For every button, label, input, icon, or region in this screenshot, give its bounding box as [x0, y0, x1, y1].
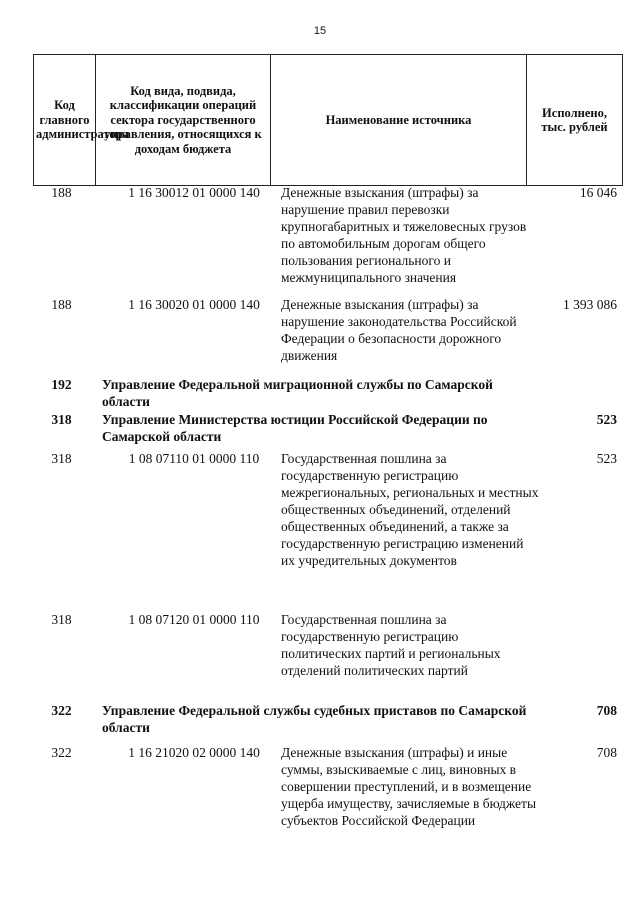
row-source-name: Денежные взыскания (штрафы) и иные суммы, взыскиваемые с лиц, виновных в совершении преступлений, и в возмещение ущерба имуществу, зачисляемые в бюджеты субъектов Российской Федерации [281, 745, 537, 828]
row-admin-code: 188 [51, 185, 72, 200]
row-kind-code: 1 16 21020 02 0000 140 [128, 745, 260, 760]
row-source-name: Государственная пошлина за государственную регистрацию политических партий и региональных отделений политических партий [281, 612, 501, 678]
row-kind-code: 1 16 30020 01 0000 140 [128, 297, 260, 312]
row-admin-code: 318 [51, 451, 72, 466]
row-amount: 1 393 086 [563, 297, 617, 312]
row-kind-code: 1 08 07120 01 0000 110 [128, 612, 260, 627]
row-source-name: Государственная пошлина за государственную регистрацию межрегиональных, региональных и местных общественных объединений, отделений общественных объединений, а также за государственную регистрацию изменений их учредительных документов [281, 451, 539, 568]
header-admin-code: Код главного администратора [34, 55, 96, 186]
row-kind-code: 1 08 07110 01 0000 110 [128, 451, 260, 466]
section-title: Управление Министерства юстиции Российской Федерации по Самарской области [102, 412, 488, 444]
row-amount: 16 046 [579, 185, 617, 200]
row-admin-code: 318 [51, 612, 72, 627]
section-title: Управление Федеральной службы судебных приставов по Самарской области [102, 703, 527, 735]
page-number: 15 [313, 25, 327, 37]
row-source-name: Денежные взыскания (штрафы) за нарушение правил перевозки крупногабаритных и тяжеловесных грузов по автомобильным дорогам общего пользования регионального и межмуниципального значения [281, 185, 527, 285]
section-title: Управление Федеральной миграционной службы по Самарской области [102, 377, 493, 409]
table-header [33, 54, 623, 186]
row-amount: 708 [596, 745, 617, 760]
section-admin-code: 318 [51, 412, 72, 427]
row-admin-code: 322 [51, 745, 72, 760]
header-executed: Исполнено, тыс. рублей [527, 55, 623, 186]
row-kind-code: 1 16 30012 01 0000 140 [128, 185, 260, 200]
header-kind-code: Код вида, подвида, классификации операций сектора государственного управления, относящихся к доходам бюджета [96, 55, 271, 186]
header-source-name: Наименование источника [271, 55, 527, 186]
section-admin-code: 192 [51, 377, 72, 392]
row-source-name: Денежные взыскания (штрафы) за нарушение законодательства Российской Федерации о безопасности дорожного движения [281, 297, 517, 363]
section-admin-code: 322 [51, 703, 72, 718]
section-amount: 708 [596, 703, 617, 718]
section-amount: 523 [596, 412, 617, 427]
row-amount: 523 [596, 451, 617, 466]
row-admin-code: 188 [51, 297, 72, 312]
